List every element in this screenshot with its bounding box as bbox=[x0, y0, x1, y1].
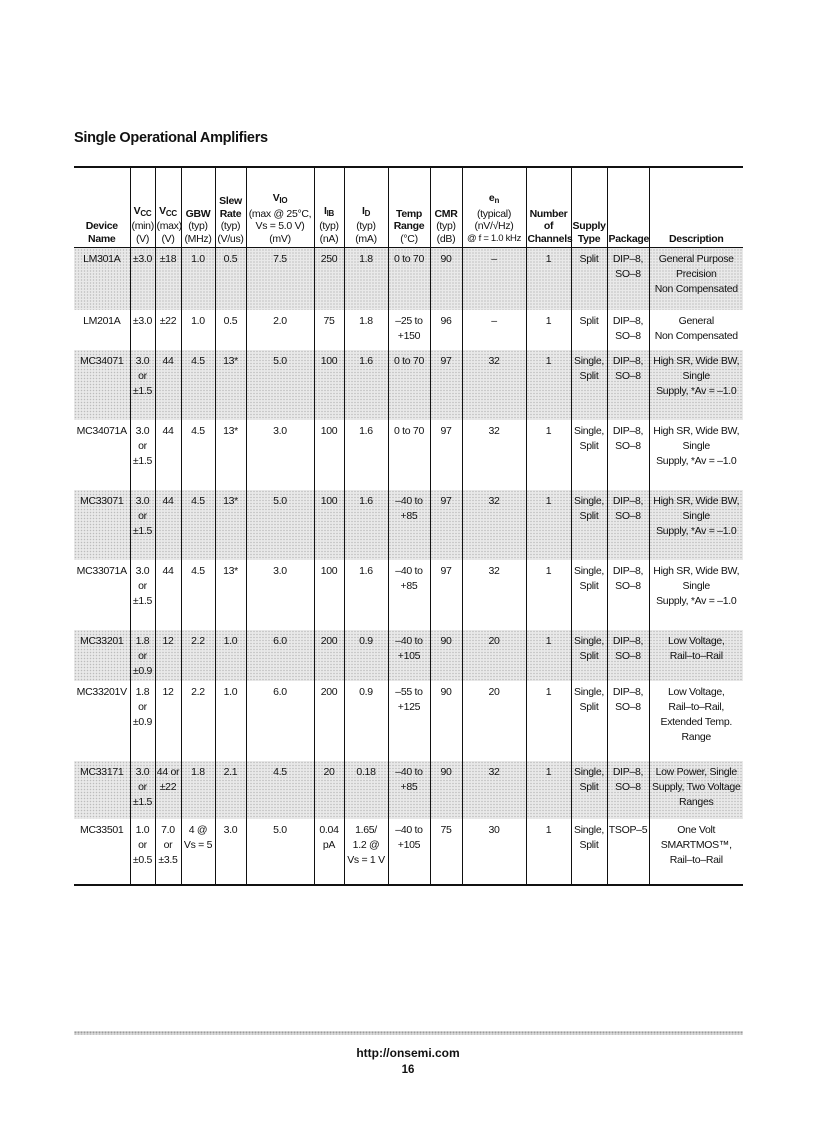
cell-package: DIP–8, SO–8 bbox=[607, 761, 649, 819]
cell-cmr: 97 bbox=[430, 490, 462, 560]
cell-slew-rate: 1.0 bbox=[215, 630, 246, 681]
cell-package: DIP–8, SO–8 bbox=[607, 490, 649, 560]
cell-vcc-max: 44 bbox=[155, 490, 181, 560]
cell-description: Low Voltage, Rail–to–Rail, Extended Temp. Range bbox=[649, 681, 743, 761]
cell-channels: 1 bbox=[526, 681, 571, 761]
cell-device-name: MC33501 bbox=[80, 823, 124, 836]
cell-vio: 6.0 bbox=[246, 681, 314, 761]
cell-cmr: 97 bbox=[430, 560, 462, 630]
cell-id: 1.8 bbox=[344, 310, 388, 350]
cell-iib: 100 bbox=[314, 420, 344, 490]
cell-description: High SR, Wide BW, Single Supply, *Av = –1.0 bbox=[649, 350, 743, 420]
cell-noise: – bbox=[462, 310, 526, 350]
cell-channels: 1 bbox=[526, 490, 571, 560]
cell-temp-range: –40 to +85 bbox=[388, 761, 430, 819]
cell-iib: 200 bbox=[314, 681, 344, 761]
cell-temp-range: –40 to +85 bbox=[388, 490, 430, 560]
cell-temp-range: 0 to 70 bbox=[388, 248, 430, 310]
cell-temp-range: –55 to +125 bbox=[388, 681, 430, 761]
cell-vio: 3.0 bbox=[246, 560, 314, 630]
cell-slew-rate: 13* bbox=[215, 560, 246, 630]
cell-slew-rate: 13* bbox=[215, 490, 246, 560]
cell-supply-type: Single, Split bbox=[571, 490, 607, 560]
cell-vcc-min: ±3.0 bbox=[130, 248, 155, 310]
cell-cmr: 90 bbox=[430, 681, 462, 761]
cell-package: DIP–8, SO–8 bbox=[607, 248, 649, 310]
header-package: Package bbox=[607, 167, 649, 248]
page-number: 16 bbox=[401, 1064, 415, 1076]
table-row bbox=[74, 420, 743, 490]
cell-vio: 6.0 bbox=[246, 630, 314, 681]
cell-vcc-max: 12 bbox=[155, 681, 181, 761]
cell-device-name: MC34071A bbox=[76, 424, 127, 437]
cell-noise: 32 bbox=[462, 761, 526, 819]
cell-temp-range: –40 to +85 bbox=[388, 560, 430, 630]
cell-id: 0.18 bbox=[344, 761, 388, 819]
cell-description: Low Voltage, Rail–to–Rail bbox=[649, 630, 743, 681]
header-gbw: GBW (typ) (MHz) bbox=[181, 167, 215, 248]
cell-iib: 200 bbox=[314, 630, 344, 681]
cell-package: DIP–8, SO–8 bbox=[607, 560, 649, 630]
cell-supply-type: Single, Split bbox=[571, 630, 607, 681]
table-row bbox=[74, 681, 743, 761]
cell-vcc-min: 3.0 or ±1.5 bbox=[130, 350, 155, 420]
cell-vcc-min: 3.0 or ±1.5 bbox=[130, 560, 155, 630]
cell-supply-type: Split bbox=[571, 248, 607, 310]
cell-noise: 20 bbox=[462, 630, 526, 681]
cell-channels: 1 bbox=[526, 310, 571, 350]
cell-description: Low Power, Single Supply, Two Voltage Ranges bbox=[649, 761, 743, 819]
cell-id: 1.65/ 1.2 @ Vs = 1 V bbox=[344, 819, 388, 885]
cell-package: DIP–8, SO–8 bbox=[607, 350, 649, 420]
cell-vcc-max: ±22 bbox=[155, 310, 181, 350]
cell-vcc-min: 3.0 or ±1.5 bbox=[130, 420, 155, 490]
op-amp-table bbox=[74, 166, 743, 886]
cell-device-name: MC33171 bbox=[74, 761, 130, 819]
cell-iib: 75 bbox=[314, 310, 344, 350]
header-vcc-min: $V_{CC}$ (min) (V) bbox=[130, 167, 155, 248]
cell-vio: 5.0 bbox=[246, 350, 314, 420]
cell-cmr: 97 bbox=[430, 420, 462, 490]
cell-device-name: LM201A bbox=[83, 314, 121, 327]
cell-description: High SR, Wide BW, Single Supply, *Av = –1.0 bbox=[649, 420, 743, 490]
cell-cmr: 96 bbox=[430, 310, 462, 350]
cell-noise: 32 bbox=[462, 420, 526, 490]
cell-iib: 250 bbox=[314, 248, 344, 310]
cell-vcc-max: 44 or ±22 bbox=[155, 761, 181, 819]
cell-device-name: MC33201V bbox=[76, 685, 127, 698]
cell-device-name: MC34071 bbox=[74, 350, 130, 420]
header-iib: $I_{IB}$ (typ) (nA) bbox=[314, 167, 344, 248]
cell-supply-type: Single, Split bbox=[571, 560, 607, 630]
cell-supply-type: Split bbox=[571, 310, 607, 350]
cell-vio: 5.0 bbox=[246, 490, 314, 560]
cell-temp-range: –40 to +105 bbox=[388, 819, 430, 885]
cell-cmr: 97 bbox=[430, 350, 462, 420]
cell-package: DIP–8, SO–8 bbox=[607, 420, 649, 490]
cell-gbw: 1.0 bbox=[181, 248, 215, 310]
header-description: Description bbox=[649, 167, 743, 248]
cell-vio: 5.0 bbox=[246, 819, 314, 885]
cell-iib: 20 bbox=[314, 761, 344, 819]
cell-package: DIP–8, SO–8 bbox=[607, 310, 649, 350]
header-noise: $e_n$ (typical) (nV/√Hz) @ f = 1.0 kHz bbox=[462, 167, 526, 248]
cell-id: 0.9 bbox=[344, 681, 388, 761]
cell-slew-rate: 1.0 bbox=[215, 681, 246, 761]
cell-slew-rate: 0.5 bbox=[215, 248, 246, 310]
cell-channels: 1 bbox=[526, 819, 571, 885]
cell-id: 1.8 bbox=[344, 248, 388, 310]
cell-gbw: 4.5 bbox=[181, 490, 215, 560]
cell-device-name: MC33071 bbox=[74, 490, 130, 560]
cell-noise: 32 bbox=[462, 350, 526, 420]
cell-channels: 1 bbox=[526, 630, 571, 681]
cell-iib: 0.04 pA bbox=[314, 819, 344, 885]
cell-description: General Non Compensated bbox=[649, 310, 743, 350]
header-temp-range: Temp Range (°C) bbox=[388, 167, 430, 248]
cell-description: General Purpose Precision Non Compensated bbox=[649, 248, 743, 310]
table-row bbox=[74, 310, 743, 350]
cell-package: DIP–8, SO–8 bbox=[607, 630, 649, 681]
cell-device-name: LM301A bbox=[74, 248, 130, 310]
cell-vio: 2.0 bbox=[246, 310, 314, 350]
cell-supply-type: Single, Split bbox=[571, 681, 607, 761]
table-row bbox=[74, 490, 743, 560]
header-supply-type: Supply Type bbox=[571, 167, 607, 248]
table-row bbox=[74, 761, 743, 819]
page-title: Single Operational Amplifiers bbox=[74, 130, 268, 146]
cell-device-name: MC33071A bbox=[76, 564, 127, 577]
cell-description: High SR, Wide BW, Single Supply, *Av = –1.0 bbox=[649, 560, 743, 630]
cell-gbw: 4 @ Vs = 5 bbox=[181, 819, 215, 885]
cell-gbw: 1.0 bbox=[181, 310, 215, 350]
cell-vcc-max: 12 bbox=[155, 630, 181, 681]
cell-supply-type: Single, Split bbox=[571, 761, 607, 819]
cell-supply-type: Single, Split bbox=[571, 350, 607, 420]
cell-noise: 30 bbox=[462, 819, 526, 885]
cell-package: DIP–8, SO–8 bbox=[607, 681, 649, 761]
cell-slew-rate: 13* bbox=[215, 420, 246, 490]
table-body bbox=[74, 248, 743, 885]
header-vio: $V_{IO}$ (max @ 25°C, Vs = 5.0 V) (mV) bbox=[246, 167, 314, 248]
cell-gbw: 4.5 bbox=[181, 420, 215, 490]
cell-id: 1.6 bbox=[344, 350, 388, 420]
cell-vcc-max: 44 bbox=[155, 420, 181, 490]
cell-vcc-min: 1.0 or ±0.5 bbox=[130, 819, 155, 885]
footer-url: http://onsemi.com bbox=[356, 1046, 460, 1060]
table-row bbox=[74, 819, 743, 885]
header-device: Device Name bbox=[74, 167, 130, 248]
cell-supply-type: Single, Split bbox=[571, 819, 607, 885]
cell-temp-range: 0 to 70 bbox=[388, 350, 430, 420]
cell-id: 1.6 bbox=[344, 560, 388, 630]
cell-slew-rate: 13* bbox=[215, 350, 246, 420]
header-slew-rate: Slew Rate (typ) (V/us) bbox=[215, 167, 246, 248]
cell-vcc-min: ±3.0 bbox=[130, 310, 155, 350]
cell-vcc-min: 3.0 or ±1.5 bbox=[130, 761, 155, 819]
cell-cmr: 90 bbox=[430, 630, 462, 681]
cell-channels: 1 bbox=[526, 350, 571, 420]
cell-id: 1.6 bbox=[344, 490, 388, 560]
cell-vcc-max: 7.0 or ±3.5 bbox=[155, 819, 181, 885]
header-cmr: CMR (typ) (dB) bbox=[430, 167, 462, 248]
cell-description: High SR, Wide BW, Single Supply, *Av = –1.0 bbox=[649, 490, 743, 560]
cell-temp-range: –25 to +150 bbox=[388, 310, 430, 350]
cell-device-name: MC33201 bbox=[74, 630, 130, 681]
cell-vio: 3.0 bbox=[246, 420, 314, 490]
cell-description: One Volt SMARTMOS™, Rail–to–Rail bbox=[649, 819, 743, 885]
cell-cmr: 90 bbox=[430, 248, 462, 310]
cell-noise: 32 bbox=[462, 560, 526, 630]
cell-vio: 4.5 bbox=[246, 761, 314, 819]
cell-gbw: 4.5 bbox=[181, 350, 215, 420]
cell-vcc-max: ±18 bbox=[155, 248, 181, 310]
header-id: $I_D$ (typ) (mA) bbox=[344, 167, 388, 248]
cell-iib: 100 bbox=[314, 560, 344, 630]
header-channels: Number of Channels bbox=[526, 167, 571, 248]
cell-id: 1.6 bbox=[344, 420, 388, 490]
cell-vcc-min: 3.0 or ±1.5 bbox=[130, 490, 155, 560]
cell-noise: – bbox=[462, 248, 526, 310]
cell-iib: 100 bbox=[314, 350, 344, 420]
cell-gbw: 2.2 bbox=[181, 630, 215, 681]
cell-temp-range: 0 to 70 bbox=[388, 420, 430, 490]
cell-vcc-max: 44 bbox=[155, 350, 181, 420]
cell-temp-range: –40 to +105 bbox=[388, 630, 430, 681]
cell-vio: 7.5 bbox=[246, 248, 314, 310]
cell-channels: 1 bbox=[526, 560, 571, 630]
header-vcc-max: $V_{CC}$ (max) (V) bbox=[155, 167, 181, 248]
cell-channels: 1 bbox=[526, 248, 571, 310]
cell-cmr: 90 bbox=[430, 761, 462, 819]
table-row bbox=[74, 248, 743, 310]
cell-gbw: 2.2 bbox=[181, 681, 215, 761]
cell-channels: 1 bbox=[526, 420, 571, 490]
footer-divider bbox=[74, 1031, 743, 1035]
cell-package: TSOP–5 bbox=[607, 819, 649, 885]
table-row bbox=[74, 560, 743, 630]
cell-slew-rate: 3.0 bbox=[215, 819, 246, 885]
cell-noise: 32 bbox=[462, 490, 526, 560]
table-row bbox=[74, 350, 743, 420]
table-header-row bbox=[74, 167, 743, 248]
cell-gbw: 1.8 bbox=[181, 761, 215, 819]
cell-noise: 20 bbox=[462, 681, 526, 761]
cell-cmr: 75 bbox=[430, 819, 462, 885]
cell-slew-rate: 2.1 bbox=[215, 761, 246, 819]
cell-slew-rate: 0.5 bbox=[215, 310, 246, 350]
cell-vcc-max: 44 bbox=[155, 560, 181, 630]
cell-supply-type: Single, Split bbox=[571, 420, 607, 490]
table-row bbox=[74, 630, 743, 681]
cell-iib: 100 bbox=[314, 490, 344, 560]
cell-vcc-min: 1.8 or ±0.9 bbox=[130, 630, 155, 681]
cell-channels: 1 bbox=[526, 761, 571, 819]
cell-id: 0.9 bbox=[344, 630, 388, 681]
cell-gbw: 4.5 bbox=[181, 560, 215, 630]
cell-vcc-min: 1.8 or ±0.9 bbox=[130, 681, 155, 761]
